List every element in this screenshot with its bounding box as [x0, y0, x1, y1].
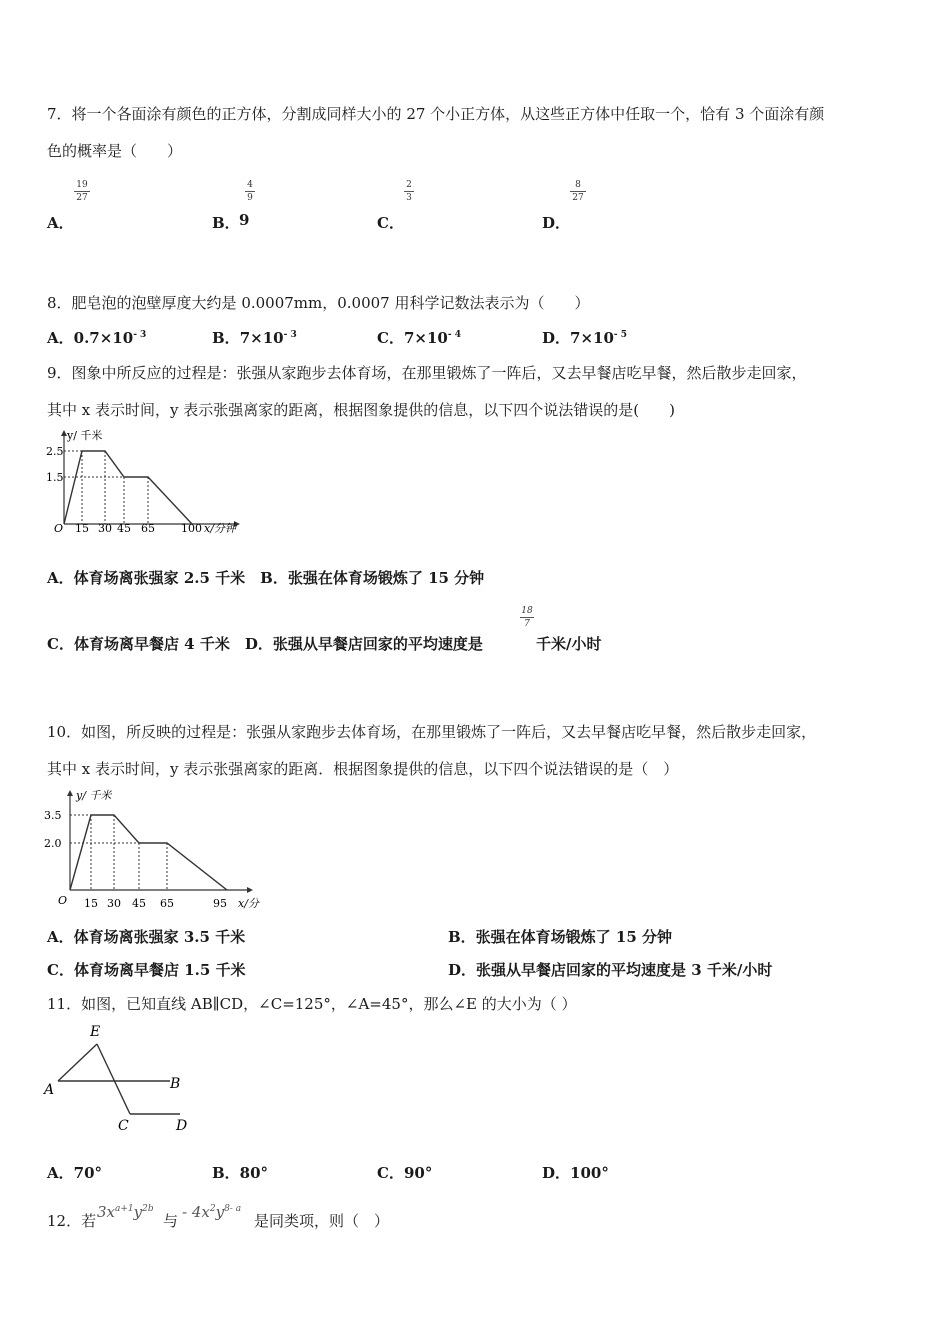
q12-term2: - $4x^2y^{8- a}$ [182, 1203, 242, 1221]
q7-option-a-label: A． [47, 214, 74, 232]
q12-suffix: 是同类项，则（ ） [254, 1212, 390, 1230]
fraction-numerator: 18 [521, 606, 533, 616]
q7-option-c-fraction [404, 180, 414, 203]
q7-text-line2: 色的概率是（ ） [47, 142, 183, 160]
q7-option-b-label: B． [212, 214, 240, 232]
x-tick-label: 15 [84, 897, 98, 910]
x-tick-label: 15 [75, 522, 89, 535]
y-tick-label: 1.5 [46, 471, 64, 484]
q7-option-b-fraction [245, 180, 255, 203]
q11-option-b: B．80° [212, 1164, 269, 1182]
distance-line [64, 451, 192, 524]
q11-option-c: C．90° [377, 1164, 433, 1182]
origin-label: O [54, 522, 64, 535]
distance-line [70, 815, 227, 890]
y-tick-label: 3.5 [44, 809, 62, 822]
fraction-denominator: 27 [572, 193, 584, 203]
q11-option-a: A．70° [47, 1164, 103, 1182]
point-label-b: B [170, 1076, 181, 1092]
segment-ae [58, 1044, 97, 1081]
q7-option-c-label: C． [377, 214, 404, 232]
q10-graph [42, 786, 272, 912]
x-tick-label: 45 [117, 522, 131, 535]
fraction-denominator: 3 [406, 193, 412, 203]
q8-option-b: B．$7\times 10^{- 3}$ [212, 329, 297, 347]
q10-option-b: B．张强在体育场锻炼了 15 分钟 [448, 928, 672, 946]
y-axis-arrow [67, 790, 73, 796]
x-axis-label: x/分 [238, 897, 259, 910]
x-tick-label: 30 [98, 522, 112, 535]
q7-option-d-fraction [570, 180, 586, 203]
fraction-numerator: 2 [406, 180, 412, 190]
fraction-denominator: 9 [247, 193, 253, 203]
y-axis-label: y/ 千米 [67, 429, 103, 442]
q11-option-d: D．100° [542, 1164, 609, 1182]
point-label-a: A [44, 1082, 55, 1098]
fraction-numerator: 8 [575, 180, 581, 190]
q10-text-line1: 10．如图，所反映的过程是：张强从家跑步去体育场，在那里锻炼了一阵后，又去早餐店吃早餐，然后散步走回家， [47, 723, 817, 741]
q7-option-a-fraction [74, 180, 90, 203]
fraction-numerator: 4 [247, 180, 253, 190]
q10-option-c: C．体育场离早餐店 1.5 千米 [47, 961, 246, 979]
fraction-numerator: 19 [76, 180, 88, 190]
q7-option-b-extra: 9 [239, 211, 250, 229]
origin-label: O [58, 894, 68, 907]
point-label-c: C [118, 1118, 129, 1134]
q11-figure [42, 1018, 202, 1136]
q11-text: 11．如图，已知直线 AB∥CD，∠C=125°，∠A=45°，那么∠E 的大小为（ ） [47, 995, 577, 1013]
x-axis-arrow [247, 887, 253, 893]
x-tick-label: 65 [141, 522, 155, 535]
x-tick-label: 45 [132, 897, 146, 910]
x-axis-label: x/分钟 [204, 522, 236, 535]
point-label-d: D [176, 1118, 188, 1134]
q10-text-line2: 其中 x 表示时间，y 表示张强离家的距离．根据图象提供的信息，以下四个说法错误的是（ ） [47, 760, 679, 778]
x-tick-label: 100 [181, 522, 202, 535]
point-label-e: E [90, 1024, 101, 1040]
q8-option-a: A．$0.7\times 10^{- 3}$ [47, 329, 147, 347]
y-tick-label: 2.0 [44, 837, 62, 850]
x-tick-label: 95 [213, 897, 227, 910]
q8-option-c: C．$7\times 10^{- 4}$ [377, 329, 461, 347]
q10-option-d: D．张强从早餐店回家的平均速度是 3 千米/小时 [448, 961, 773, 979]
q8-text: 8．肥皂泡的泡壁厚度大约是 0.0007mm，0.0007 用科学记数法表示为（ ） [47, 294, 590, 312]
segment-ec [97, 1044, 130, 1114]
q9-graph [44, 428, 254, 536]
q7-option-d-label: D． [542, 214, 571, 232]
x-tick-label: 30 [107, 897, 121, 910]
fraction-denominator: 7 [524, 619, 530, 629]
q9-text-line2: 其中 x 表示时间，y 表示张强离家的距离，根据图象提供的信息，以下四个说法错误的是( ) [47, 401, 675, 419]
q7-text-line1: 7．将一个各面涂有颜色的正方体，分割成同样大小的 27 个小正方体，从这些正方体中任取一个，恰有 3 个面涂有颜 [47, 105, 825, 123]
q12-mid: 与 [163, 1212, 179, 1230]
q9-options-cd: C．体育场离早餐店 4 千米 D．张强从早餐店回家的平均速度是 [47, 635, 483, 653]
y-tick-label: 2.5 [46, 445, 64, 458]
fraction-denominator: 27 [76, 193, 88, 203]
q9-options-ab: A．体育场离张强家 2.5 千米 B．张强在体育场锻炼了 15 分钟 [47, 569, 485, 587]
q12-prefix: 12．若 [47, 1212, 97, 1230]
x-tick-label: 65 [160, 897, 174, 910]
q10-option-a: A．体育场离张强家 3.5 千米 [47, 928, 246, 946]
y-axis-label: y/ 千米 [76, 789, 112, 802]
q9-option-d-tail: 千米/小时 [536, 635, 602, 653]
q9-option-d-fraction [520, 606, 534, 629]
q12-term1: $3x^{a+1}y^{2b}$ [97, 1203, 154, 1221]
q9-text-line1: 9．图象中所反应的过程是：张强从家跑步去体育场，在那里锻炼了一阵后，又去早餐店吃早餐，然后散步走回家， [47, 364, 807, 382]
q8-option-d: D．$7\times 10^{- 5}$ [542, 329, 628, 347]
